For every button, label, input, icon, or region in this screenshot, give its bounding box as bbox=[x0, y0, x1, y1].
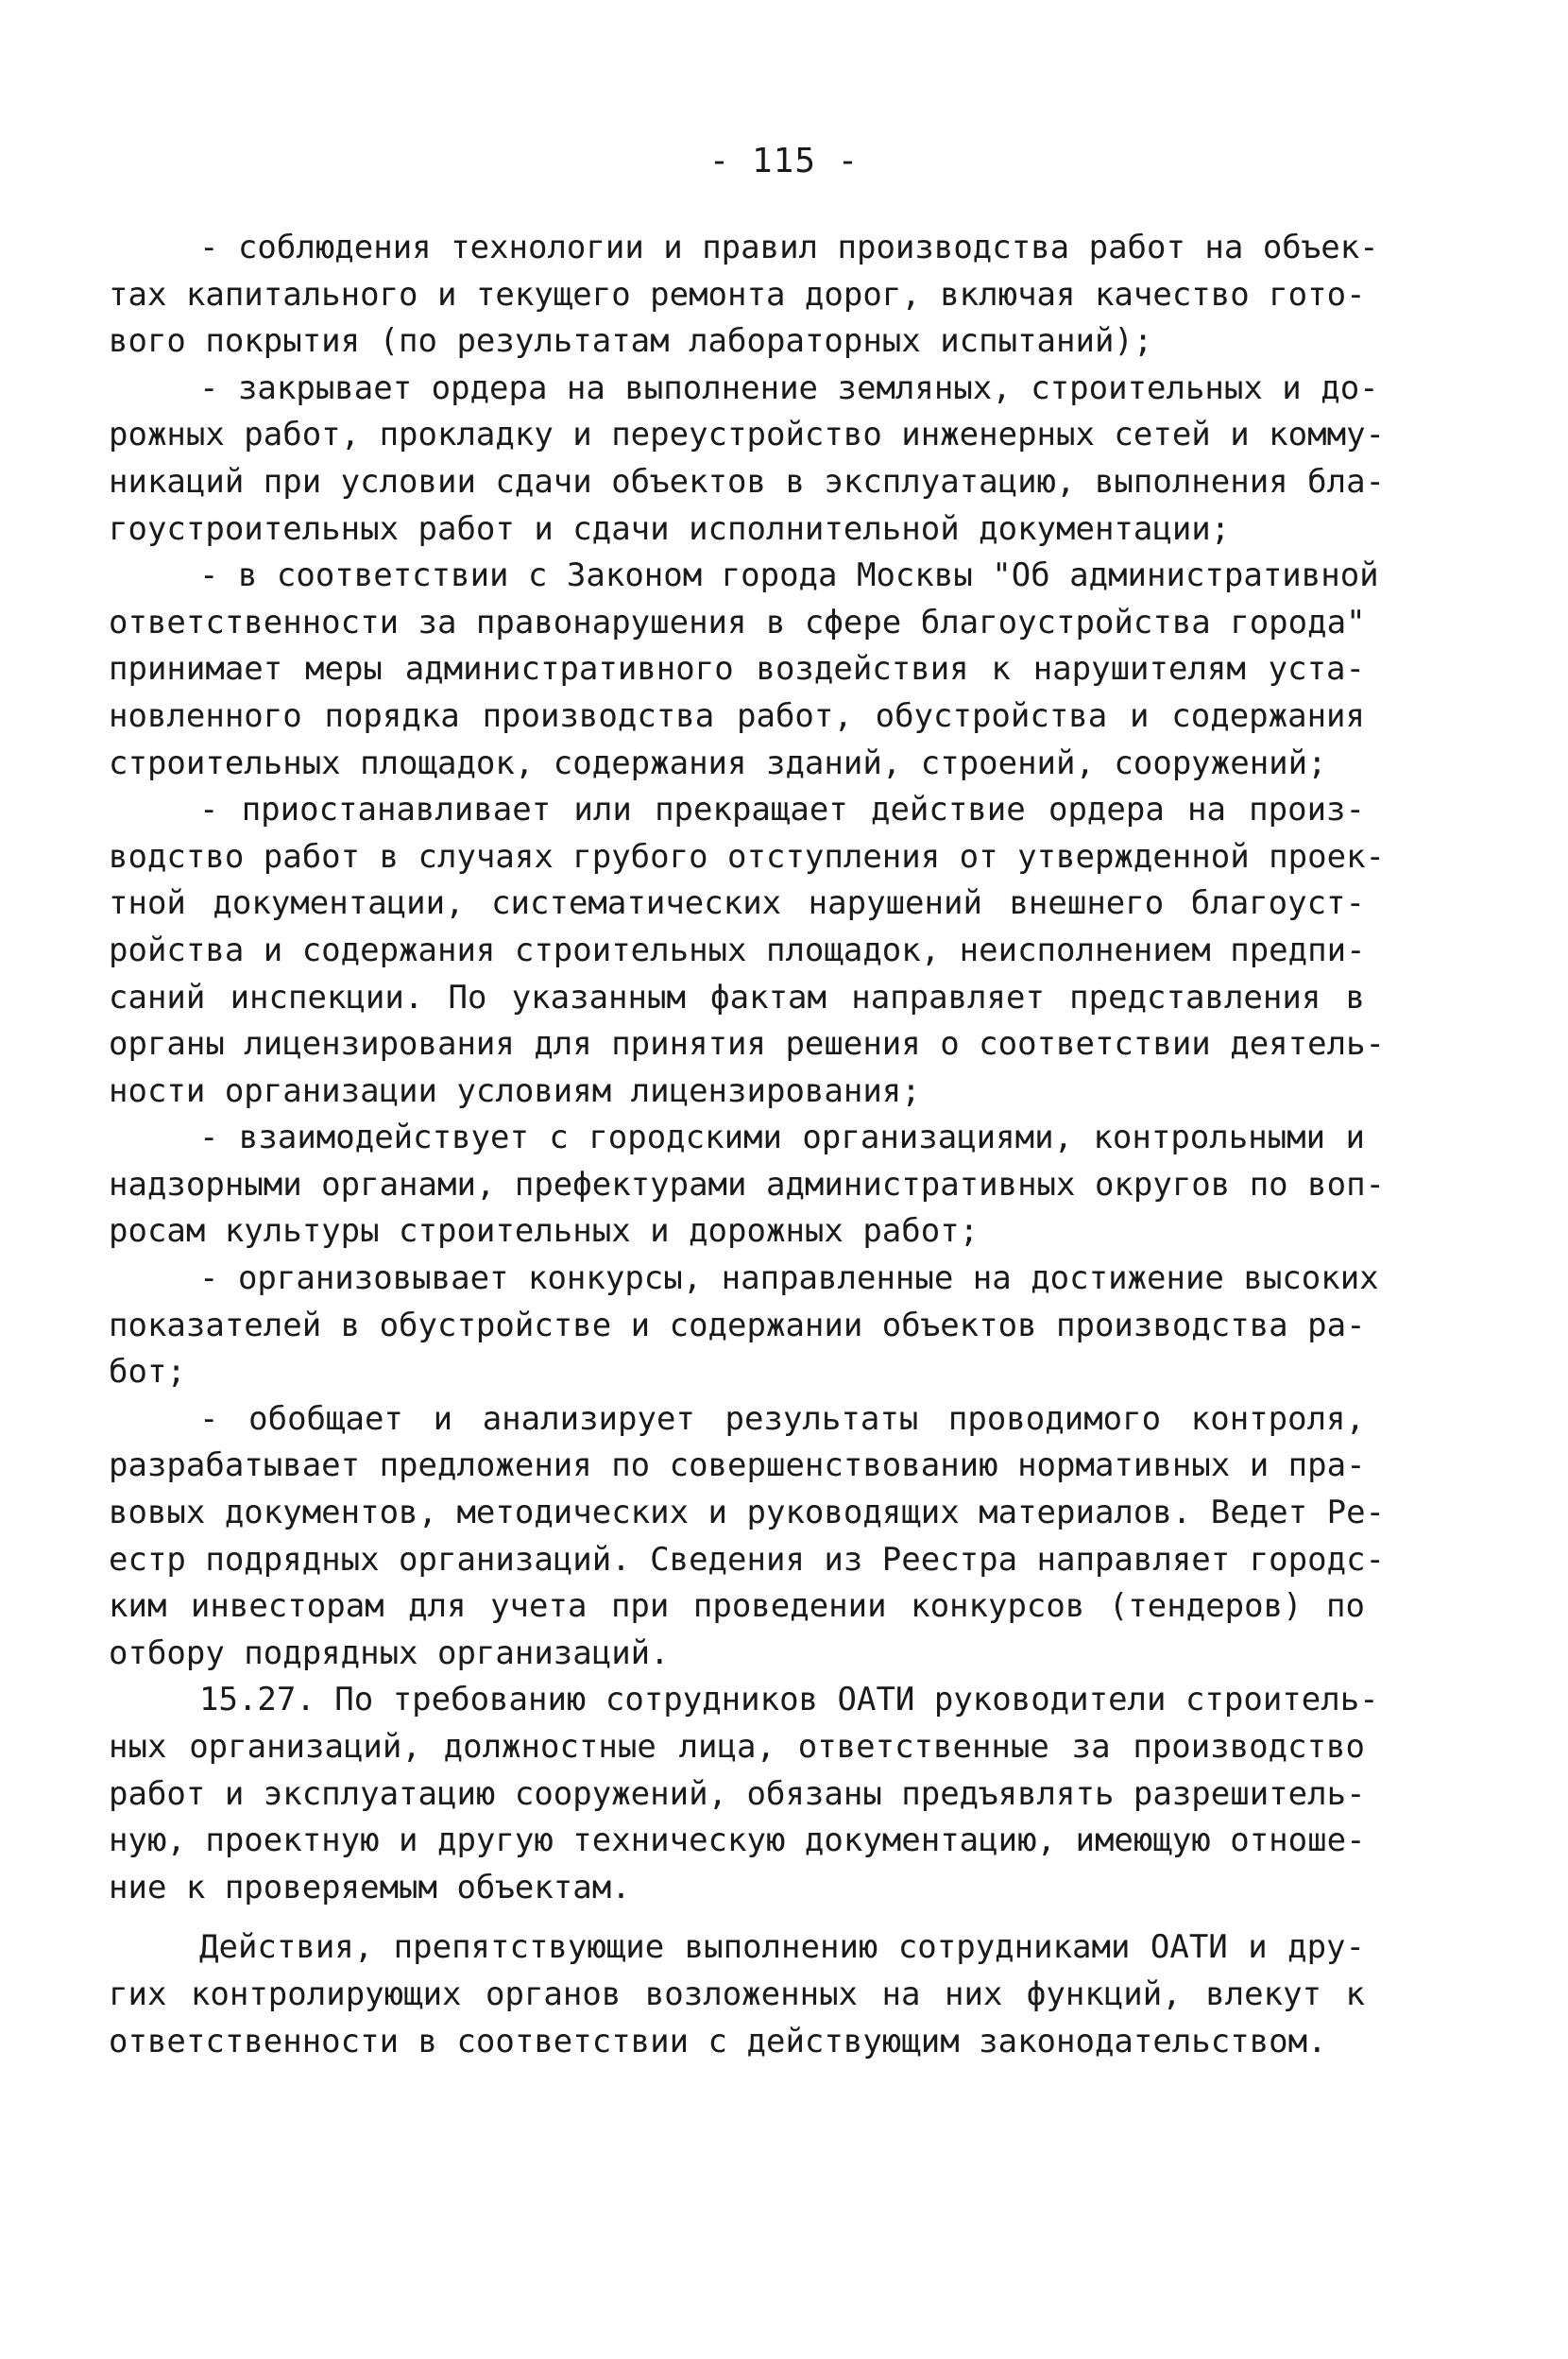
text-line: отбору подрядных организаций. bbox=[109, 1633, 670, 1672]
text-line: работ и эксплуатацию сооружений, обязаны предъявлять разрешитель- bbox=[109, 1774, 1366, 1813]
paragraph bbox=[109, 1677, 1379, 1911]
paragraph bbox=[109, 553, 1379, 787]
document-body bbox=[109, 225, 1386, 2065]
text-line: - соблюдения технологии и правил производства работ на объек- bbox=[199, 229, 1379, 266]
page-number: - 115 - bbox=[708, 142, 860, 180]
text-line: ким инвесторам для учета при проведении конкурсов (тендеров) по bbox=[109, 1587, 1365, 1626]
text-line: надзорными органами, префектурами административных округов по воп- bbox=[109, 1165, 1386, 1204]
text-line: - в соответствии с Законом города Москвы "Об административной bbox=[199, 556, 1379, 595]
paragraph bbox=[109, 1115, 1386, 1256]
text-line: гих контролирующих органов возложенных на них функций, влекут к bbox=[109, 1974, 1365, 2013]
text-line: саний инспекции. По указанным фактам направляет представления в bbox=[109, 978, 1365, 1017]
text-line: ных организаций, должностные лица, ответственные за производство bbox=[109, 1728, 1365, 1766]
text-line: бот; bbox=[109, 1353, 186, 1392]
text-line: рожных работ, прокладку и переустройство инженерных сетей и комму- bbox=[109, 416, 1386, 454]
text-line: - организовывает конкурсы, направленные на достижение высоких bbox=[199, 1259, 1379, 1298]
text-line: органы лицензирования для принятия решения о соответствии деятель- bbox=[109, 1025, 1386, 1064]
text-line: ответственности за правонарушения в сфере благоустройства города" bbox=[109, 603, 1366, 641]
text-line: новленного порядка производства работ, обустройства и содержания bbox=[109, 696, 1365, 735]
text-line: - закрывает ордера на выполнение земляных, строительных и до- bbox=[199, 368, 1379, 407]
paragraph bbox=[109, 1924, 1365, 2065]
text-line: 15.27. По требованию сотрудников ОАТИ руководители строитель- bbox=[199, 1681, 1379, 1719]
text-line: ную, проектную и другую техническую документацию, имеющую отноше- bbox=[109, 1821, 1366, 1860]
text-line: - взаимодействует с городскими организациями, контрольными и bbox=[199, 1119, 1365, 1157]
text-line: - обобщает и анализирует результаты проводимого контроля, bbox=[199, 1399, 1365, 1438]
text-line: водство работ в случаях грубого отступления от утвержденной проек- bbox=[109, 837, 1386, 876]
text-line: росам культуры строительных и дорожных работ; bbox=[109, 1212, 980, 1251]
text-line: вого покрытия (по результатам лабораторных испытаний); bbox=[109, 322, 1153, 361]
paragraph bbox=[109, 787, 1386, 1115]
text-line: ответственности в соответствии с действующим законодательством. bbox=[109, 2022, 1327, 2060]
paragraph bbox=[109, 225, 1379, 366]
text-line: разрабатывает предложения по совершенствованию нормативных и пра- bbox=[109, 1446, 1366, 1485]
paragraph bbox=[109, 366, 1386, 553]
text-line: показателей в обустройстве и содержании объектов производства ра- bbox=[109, 1306, 1366, 1344]
text-line: принимает меры административного воздействия к нарушителям уста- bbox=[109, 650, 1365, 689]
text-line: естр подрядных организаций. Сведения из Реестра направляет городс- bbox=[109, 1540, 1386, 1579]
text-line: ние к проверяемым объектам. bbox=[109, 1868, 631, 1906]
text-line: ройства и содержания строительных площадок, неисполнением предпи- bbox=[109, 931, 1366, 969]
paragraph-gap bbox=[109, 1911, 1365, 1924]
text-line: вовых документов, методических и руководящих материалов. Ведет Ре- bbox=[109, 1494, 1386, 1532]
text-line: - приостанавливает или прекращает действие ордера на произ- bbox=[199, 791, 1365, 829]
text-line: никаций при условии сдачи объектов в эксплуатацию, выполнения бла- bbox=[109, 462, 1386, 501]
text-line: Действия, препятствующие выполнению сотрудниками ОАТИ и дру- bbox=[199, 1928, 1365, 1967]
text-line: тной документации, систематических нарушений внешнего благоуст- bbox=[109, 884, 1365, 923]
text-line: тах капитального и текущего ремонта дорог, включая качество гото- bbox=[109, 275, 1366, 314]
paragraph bbox=[109, 1256, 1379, 1396]
text-line: ности организации условиям лицензирования; bbox=[109, 1071, 921, 1110]
paragraph bbox=[109, 1396, 1386, 1678]
text-line: гоустроительных работ и сдачи исполнительной документации; bbox=[109, 509, 1231, 548]
text-line: строительных площадок, содержания зданий, строений, сооружений; bbox=[109, 744, 1327, 782]
